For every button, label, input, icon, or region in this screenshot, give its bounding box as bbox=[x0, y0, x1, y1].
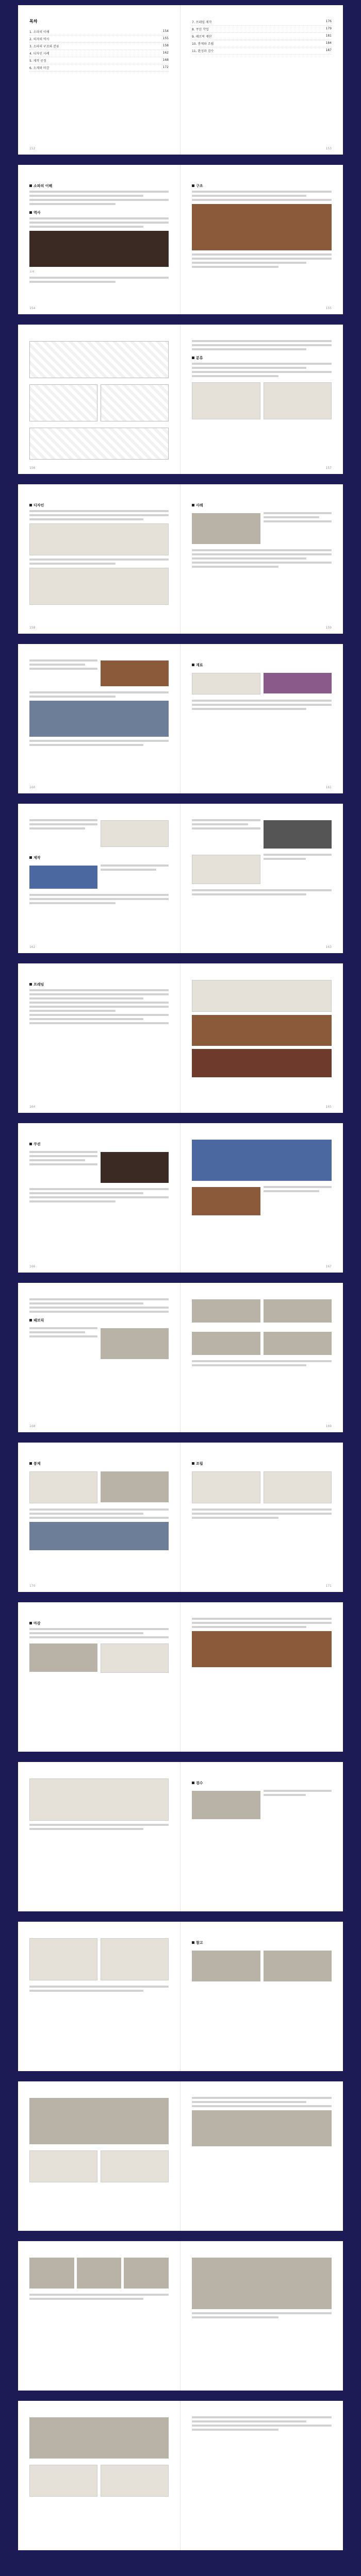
photo bbox=[192, 513, 260, 544]
page-right bbox=[180, 1283, 343, 1432]
photo bbox=[101, 2465, 169, 2497]
toc-item[interactable]: 8. 쿠션 작업 179 bbox=[192, 26, 332, 33]
spread-6 bbox=[18, 804, 343, 953]
page-right bbox=[180, 1602, 343, 1752]
page-number: 159 bbox=[325, 626, 332, 630]
page-number: 171 bbox=[325, 1584, 332, 1588]
spread-3 bbox=[18, 325, 343, 474]
photo bbox=[192, 1187, 260, 1215]
spread-10 bbox=[18, 1443, 343, 1592]
photo bbox=[192, 1471, 260, 1503]
spread-12 bbox=[18, 1762, 343, 1911]
toc-item[interactable]: 9. 패브릭 재단 181 bbox=[192, 33, 332, 40]
page-right bbox=[180, 165, 343, 314]
photo bbox=[192, 855, 260, 884]
section-heading: 참고 bbox=[192, 1940, 332, 1945]
page-right bbox=[180, 325, 343, 474]
page-left bbox=[18, 2401, 180, 2550]
spread-2 bbox=[18, 165, 343, 314]
photo bbox=[29, 701, 169, 737]
section-heading: 쿠션 bbox=[29, 1142, 169, 1147]
section-heading: 마감 bbox=[29, 1621, 169, 1626]
spread-7 bbox=[18, 963, 343, 1113]
spread-15 bbox=[18, 2241, 343, 2391]
page-left bbox=[18, 963, 180, 1113]
photo bbox=[264, 1471, 332, 1503]
page-right bbox=[180, 2241, 343, 2391]
photo bbox=[101, 1328, 169, 1359]
photo bbox=[29, 568, 169, 605]
section-heading: 분류 bbox=[192, 355, 332, 361]
toc-item[interactable]: 7. 프레임 제작 176 bbox=[192, 19, 332, 26]
photo bbox=[101, 2150, 169, 2182]
spread-5 bbox=[18, 644, 343, 793]
photo bbox=[192, 1049, 332, 1077]
toc-item[interactable]: 4. 디자인 사례 162 bbox=[29, 50, 169, 57]
section-heading: 디자인 bbox=[29, 503, 169, 508]
page-right bbox=[180, 2401, 343, 2550]
page-left bbox=[18, 165, 180, 314]
photo bbox=[29, 2417, 169, 2459]
toc-item[interactable]: 11. 완성과 검수 187 bbox=[192, 47, 332, 55]
photo bbox=[264, 1951, 332, 1981]
page-right bbox=[180, 1762, 343, 1911]
photo bbox=[29, 1643, 97, 1672]
photo bbox=[264, 1332, 332, 1355]
photo bbox=[29, 2465, 97, 2497]
spread-14 bbox=[18, 2081, 343, 2231]
page-number: 170 bbox=[29, 1584, 36, 1588]
photo bbox=[192, 204, 332, 250]
photo bbox=[192, 1299, 260, 1323]
page-number: 169 bbox=[325, 1425, 332, 1428]
page-right bbox=[180, 644, 343, 793]
photo bbox=[29, 866, 97, 889]
photo bbox=[192, 1791, 260, 1819]
page-right bbox=[180, 1443, 343, 1592]
section-heading: 재료 bbox=[192, 663, 332, 668]
photo bbox=[192, 2258, 332, 2309]
photo bbox=[264, 673, 332, 693]
photo bbox=[29, 1938, 97, 1980]
page-left bbox=[18, 1762, 180, 1911]
spread-13 bbox=[18, 1922, 343, 2071]
photo bbox=[192, 1140, 332, 1181]
page-right bbox=[180, 1123, 343, 1273]
photo bbox=[29, 1778, 169, 1821]
page-number: 155 bbox=[325, 307, 332, 310]
page-right bbox=[180, 1922, 343, 2071]
page-toc-right bbox=[180, 5, 343, 155]
page-number: 153 bbox=[325, 147, 332, 150]
photo bbox=[192, 1332, 260, 1355]
page-number: 157 bbox=[325, 466, 332, 470]
page-left bbox=[18, 2241, 180, 2391]
page-left bbox=[18, 325, 180, 474]
page-number: 168 bbox=[29, 1425, 36, 1428]
page-number: 167 bbox=[325, 1265, 332, 1268]
photo bbox=[29, 231, 169, 267]
section-heading: 사례 bbox=[192, 503, 332, 508]
page-left bbox=[18, 1922, 180, 2071]
toc-item[interactable]: 1. 소파의 이해 154 bbox=[29, 28, 169, 36]
spread-11 bbox=[18, 1602, 343, 1752]
toc-item[interactable]: 10. 봉제와 조립 184 bbox=[192, 40, 332, 47]
drawing bbox=[29, 384, 97, 421]
section-heading: 패브릭 bbox=[29, 1318, 169, 1323]
page-toc-left bbox=[18, 5, 180, 155]
section-heading: 제작 bbox=[29, 855, 169, 860]
page-left bbox=[18, 484, 180, 634]
page-number: 158 bbox=[29, 626, 36, 630]
page-number: 164 bbox=[29, 1105, 36, 1109]
photo bbox=[29, 2258, 74, 2289]
photo bbox=[29, 1471, 97, 1503]
page-left bbox=[18, 1602, 180, 1752]
photo bbox=[101, 1152, 169, 1183]
photo bbox=[77, 2258, 122, 2289]
page-number: 156 bbox=[29, 466, 36, 470]
section-heading: 검수 bbox=[192, 1781, 332, 1786]
photo bbox=[101, 820, 169, 847]
section-heading: 역사 bbox=[29, 210, 169, 215]
page-left bbox=[18, 804, 180, 953]
spread-toc bbox=[18, 5, 343, 155]
caption: 소파 bbox=[29, 270, 35, 274]
toc-item[interactable]: 3. 소파의 구조와 분류 158 bbox=[29, 43, 169, 50]
page-number: 160 bbox=[29, 786, 36, 789]
page-left bbox=[18, 1443, 180, 1592]
section-heading: 조립 bbox=[192, 1461, 332, 1466]
section-heading: 소파의 이해 bbox=[29, 183, 169, 189]
spread-8 bbox=[18, 1123, 343, 1273]
page-left bbox=[18, 1123, 180, 1273]
photo bbox=[192, 2110, 332, 2146]
page-left bbox=[18, 644, 180, 793]
photo bbox=[29, 523, 169, 555]
photo bbox=[264, 382, 332, 419]
photo bbox=[192, 1951, 260, 1981]
page-number: 154 bbox=[29, 307, 36, 310]
page-left bbox=[18, 2081, 180, 2231]
drawing bbox=[29, 428, 169, 460]
page-right bbox=[180, 804, 343, 953]
page-number: 161 bbox=[325, 786, 332, 789]
section-heading: 봉제 bbox=[29, 1461, 169, 1466]
photo bbox=[29, 2150, 97, 2182]
page-number: 166 bbox=[29, 1265, 36, 1268]
photo bbox=[192, 382, 260, 419]
page-right bbox=[180, 484, 343, 634]
page-number: 162 bbox=[29, 945, 36, 949]
toc-item[interactable]: 2. 의자의 역사 155 bbox=[29, 36, 169, 43]
section-heading: 구조 bbox=[192, 183, 332, 189]
photo bbox=[264, 1299, 332, 1323]
photo bbox=[192, 1631, 332, 1667]
photo bbox=[29, 1522, 169, 1550]
page-number: 152 bbox=[29, 147, 36, 150]
drawing bbox=[29, 341, 169, 378]
photo bbox=[264, 820, 332, 849]
photo bbox=[101, 660, 169, 686]
toc-item[interactable]: 6. 소재와 마감 172 bbox=[29, 64, 169, 72]
page-right bbox=[180, 2081, 343, 2231]
page-right bbox=[180, 963, 343, 1113]
page-number: 163 bbox=[325, 945, 332, 949]
section-heading: 프레임 bbox=[29, 982, 169, 987]
drawing bbox=[101, 384, 169, 421]
photo bbox=[101, 1938, 169, 1980]
photo bbox=[124, 2258, 169, 2289]
photo bbox=[192, 1015, 332, 1046]
photo bbox=[101, 1471, 169, 1502]
photo bbox=[29, 2098, 169, 2144]
spread-16 bbox=[18, 2401, 343, 2550]
page-number: 165 bbox=[325, 1105, 332, 1109]
spread-9 bbox=[18, 1283, 343, 1432]
photo bbox=[101, 1643, 169, 1673]
toc-item[interactable]: 5. 제작 공정 168 bbox=[29, 57, 169, 64]
photo bbox=[192, 980, 332, 1012]
spread-4 bbox=[18, 484, 343, 634]
toc-title: 목차 bbox=[29, 19, 38, 24]
photo bbox=[192, 673, 260, 694]
page-left bbox=[18, 1283, 180, 1432]
